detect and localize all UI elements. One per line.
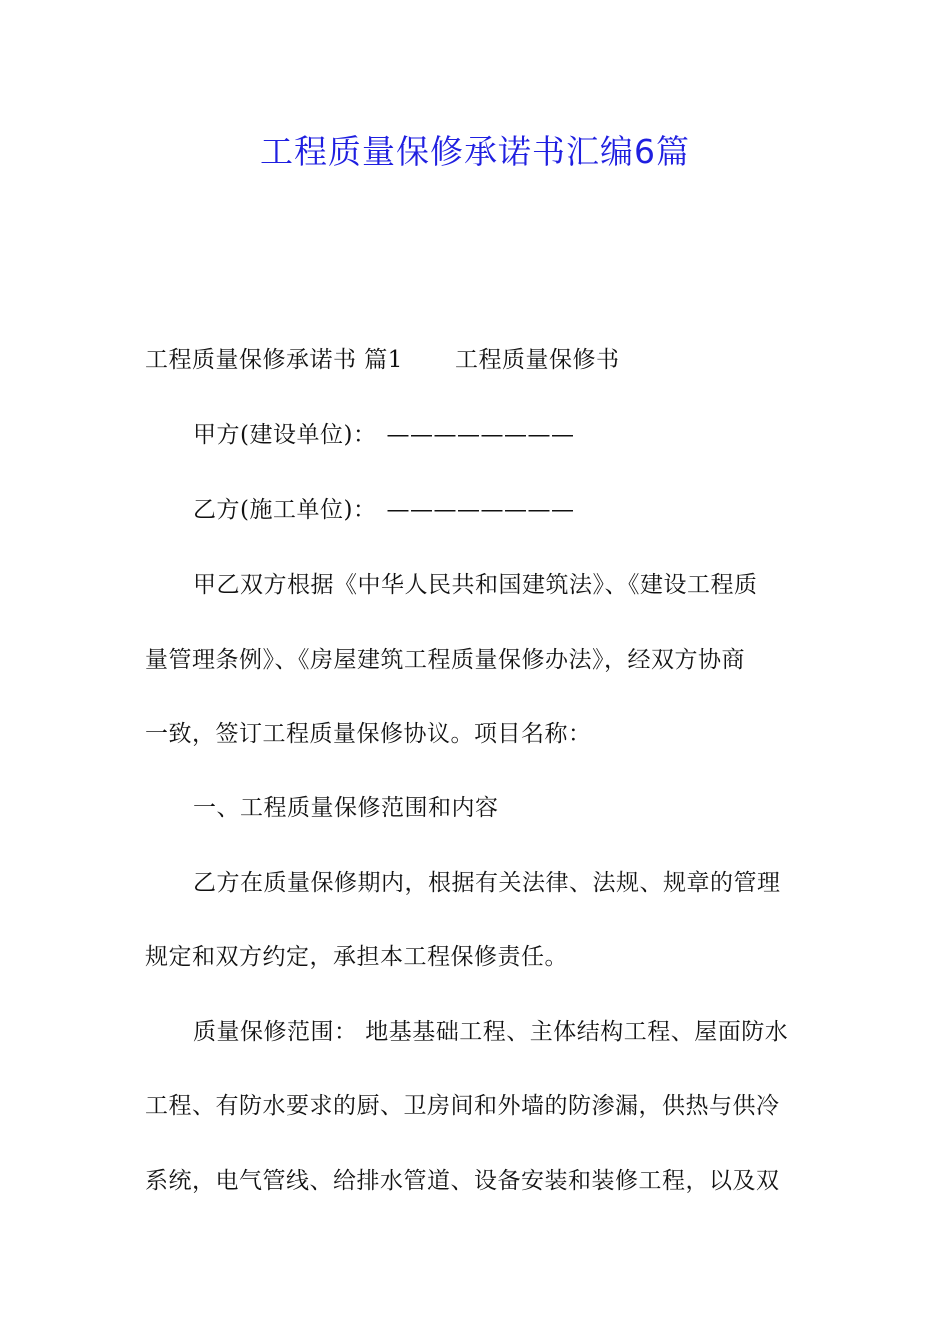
paragraph2-line1: 乙方在质量保修期内，根据有关法律、法规、规章的管理	[193, 870, 781, 896]
party-a-blank: ————————	[386, 422, 575, 448]
paragraph3-line1: 质量保修范围： 地基基础工程、主体结构工程、屋面防水	[193, 1019, 789, 1045]
party-b-line	[193, 490, 810, 530]
party-a-line	[193, 415, 810, 455]
chapter-heading: 工程质量保修承诺书 篇1	[145, 347, 403, 373]
section1-heading: 一、工程质量保修范围和内容	[193, 795, 499, 821]
party-a-label: 甲方(建设单位)：	[193, 422, 377, 448]
document-title: 工程质量保修承诺书汇编6篇	[260, 132, 690, 171]
paragraph3-line3: 系统，电气管线、给排水管道、设备安装和装修工程，以及双	[145, 1168, 780, 1194]
paragraph1-line2: 量管理条例》、《房屋建筑工程质量保修办法》，经双方协商	[145, 647, 745, 673]
party-b-label: 乙方(施工单位)：	[193, 497, 377, 523]
paragraph1-line3: 一致，签订工程质量保修协议。项目名称：	[145, 721, 592, 747]
chapter-heading-line	[145, 340, 810, 380]
paragraph3-line2: 工程、有防水要求的厨、卫房间和外墙的防渗漏，供热与供冷	[145, 1093, 780, 1119]
chapter-subtitle: 工程质量保修书	[454, 347, 620, 373]
paragraph2-line2: 规定和双方约定，承担本工程保修责任。	[145, 944, 568, 970]
paragraph1-line1: 甲乙双方根据《中华人民共和国建筑法》、《建设工程质	[193, 572, 758, 598]
party-b-blank: ————————	[386, 497, 575, 523]
